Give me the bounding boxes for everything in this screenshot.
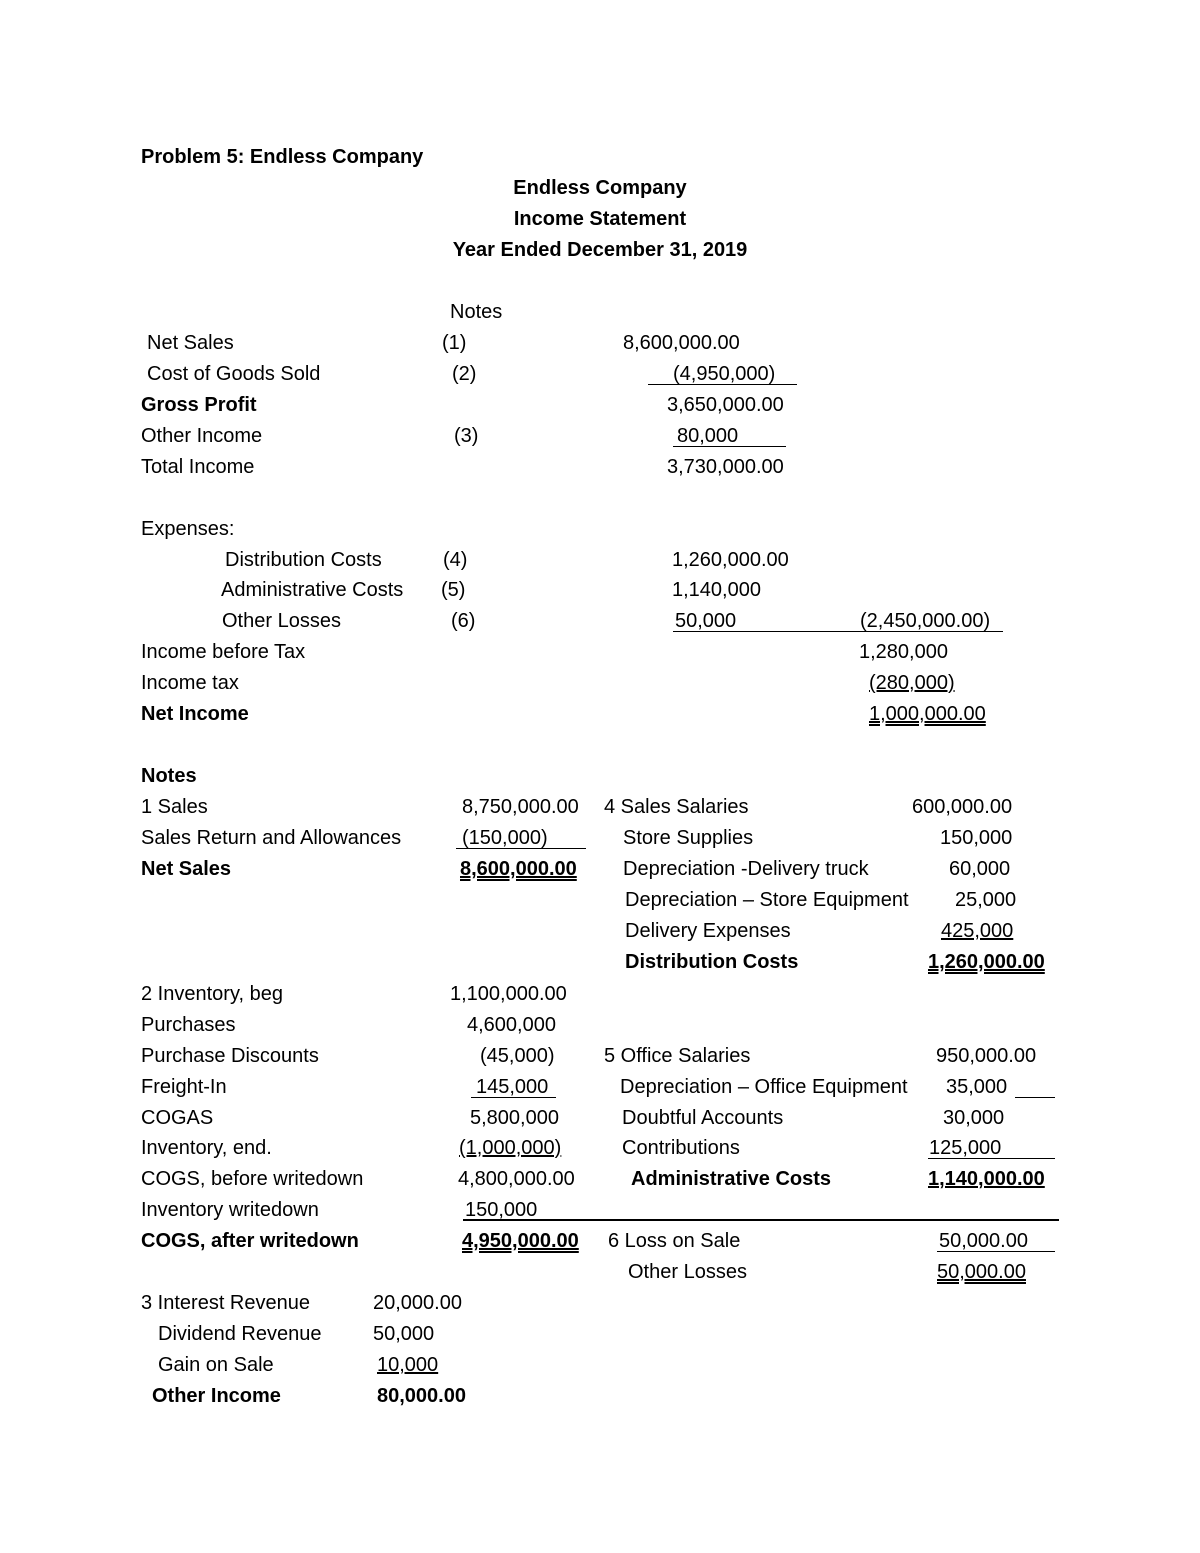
notes-column-header: Notes [450, 301, 503, 323]
note6-loss-amount: 50,000.00 [939, 1230, 1028, 1252]
total-income-amount: 3,730,000.00 [667, 456, 784, 478]
total-income-label: Total Income [141, 456, 255, 478]
income-before-tax-label: Income before Tax [141, 641, 306, 663]
note2-cogs-before-label: COGS, before writedown [141, 1168, 364, 1190]
net-income-amount: 1,000,000.00 [869, 703, 986, 725]
note3-interest-label: 3 Interest Revenue [141, 1292, 310, 1314]
note2-writedown-amount: 150,000 [465, 1199, 538, 1221]
gross-profit-amount: 3,650,000.00 [667, 394, 784, 416]
administrative-note: (5) [441, 579, 466, 601]
note4-salaries-amount: 600,000.00 [912, 796, 1013, 818]
note2-cogas-amount: 5,800,000 [470, 1107, 559, 1129]
note4-dep-store-amount: 25,000 [955, 889, 1017, 911]
cogs-note: (2) [452, 363, 477, 385]
note6-total-amount: 50,000.00 [937, 1261, 1026, 1283]
note1-net-sales-label: Net Sales [141, 858, 232, 880]
statement-name: Income Statement [513, 208, 687, 230]
note5-dep-office-underline [1015, 1097, 1055, 1098]
other-income-underline [673, 446, 786, 447]
note3-total-label: Other Income [152, 1385, 281, 1407]
note6-loss-label: 6 Loss on Sale [608, 1230, 741, 1252]
distribution-note: (4) [443, 549, 468, 571]
distribution-amount: 1,260,000.00 [672, 549, 789, 571]
income-tax-amount: (280,000) [869, 672, 955, 694]
other-income-amount: 80,000 [677, 425, 739, 447]
note3-dividend-amount: 50,000 [373, 1323, 435, 1345]
note2-discounts-amount: (45,000) [480, 1045, 555, 1067]
note2-inv-end-label: Inventory, end. [141, 1137, 272, 1159]
note3-gain-amount: 10,000 [377, 1354, 439, 1376]
note5-doubtful-label: Doubtful Accounts [622, 1107, 784, 1129]
note1-returns-underline [456, 848, 586, 849]
note2-cogs-after-amount: 4,950,000.00 [462, 1230, 579, 1252]
note5-salaries-label: 5 Office Salaries [604, 1045, 751, 1067]
note2-inv-end-amount: (1,000,000) [459, 1137, 562, 1159]
note6-loss-underline [937, 1251, 1055, 1252]
note2-inv-beg-label: 2 Inventory, beg [141, 983, 283, 1005]
note1-returns-label: Sales Return and Allowances [141, 827, 402, 849]
note2-cogas-label: COGAS [141, 1107, 214, 1129]
cogs-label: Cost of Goods Sold [147, 363, 321, 385]
note3-dividend-label: Dividend Revenue [158, 1323, 322, 1345]
note1-sales-label: 1 Sales [141, 796, 208, 818]
note2-inv-beg-amount: 1,100,000.00 [450, 983, 567, 1005]
expenses-underline [673, 631, 1003, 632]
note4-total-label: Distribution Costs [625, 951, 799, 973]
note5-total-label: Administrative Costs [631, 1168, 832, 1190]
note1-sales-amount: 8,750,000.00 [462, 796, 579, 818]
problem-title: Problem 5: Endless Company [141, 146, 424, 168]
other-losses-label: Other Losses [222, 610, 341, 632]
note4-total-amount: 1,260,000.00 [928, 951, 1045, 973]
note3-interest-amount: 20,000.00 [373, 1292, 462, 1314]
note5-contributions-amount: 125,000 [929, 1137, 1002, 1159]
note5-contributions-underline [928, 1158, 1055, 1159]
note6-total-label: Other Losses [628, 1261, 747, 1283]
net-sales-amount: 8,600,000.00 [623, 332, 740, 354]
note4-supplies-amount: 150,000 [940, 827, 1013, 849]
statement-period: Year Ended December 31, 2019 [452, 239, 748, 261]
note4-delivery-label: Delivery Expenses [625, 920, 791, 942]
income-tax-label: Income tax [141, 672, 239, 694]
note4-dep-store-label: Depreciation – Store Equipment [625, 889, 909, 911]
administrative-amount: 1,140,000 [672, 579, 761, 601]
gross-profit-label: Gross Profit [141, 394, 257, 416]
income-before-tax-amount: 1,280,000 [859, 641, 948, 663]
other-losses-amount: 50,000 [675, 610, 737, 632]
note4-delivery-amount: 425,000 [941, 920, 1014, 942]
note2-writedown-label: Inventory writedown [141, 1199, 319, 1221]
note3-gain-label: Gain on Sale [158, 1354, 274, 1376]
writedown-separator-line [463, 1219, 1059, 1221]
note5-dep-office-amount: 35,000 [946, 1076, 1008, 1098]
note2-cogs-after-label: COGS, after writedown [141, 1230, 359, 1252]
note1-returns-amount: (150,000) [462, 827, 548, 849]
other-income-note: (3) [454, 425, 479, 447]
note2-purchases-label: Purchases [141, 1014, 236, 1036]
note1-net-sales-amount: 8,600,000.00 [460, 858, 577, 880]
note4-dep-truck-label: Depreciation -Delivery truck [623, 858, 869, 880]
note5-contributions-label: Contributions [622, 1137, 740, 1159]
note5-total-amount: 1,140,000.00 [928, 1168, 1045, 1190]
other-income-label: Other Income [141, 425, 263, 447]
total-expenses-amount: (2,450,000.00) [860, 610, 991, 632]
note2-freight-underline [471, 1097, 556, 1098]
note4-dep-truck-amount: 60,000 [949, 858, 1011, 880]
note5-dep-office-label: Depreciation – Office Equipment [620, 1076, 908, 1098]
note4-supplies-label: Store Supplies [623, 827, 754, 849]
net-sales-note: (1) [442, 332, 467, 354]
notes-heading: Notes [141, 765, 197, 787]
note4-salaries-label: 4 Sales Salaries [604, 796, 749, 818]
other-losses-note: (6) [451, 610, 476, 632]
note5-doubtful-amount: 30,000 [943, 1107, 1005, 1129]
note2-discounts-label: Purchase Discounts [141, 1045, 319, 1067]
net-income-label: Net Income [141, 703, 249, 725]
note2-freight-amount: 145,000 [476, 1076, 549, 1098]
cogs-amount: (4,950,000) [673, 363, 776, 385]
note2-purchases-amount: 4,600,000 [467, 1014, 556, 1036]
cogs-underline [648, 384, 797, 385]
note2-freight-label: Freight-In [141, 1076, 227, 1098]
note3-total-amount: 80,000.00 [377, 1385, 466, 1407]
administrative-label: Administrative Costs [221, 579, 404, 601]
note2-cogs-before-amount: 4,800,000.00 [458, 1168, 575, 1190]
net-sales-label: Net Sales [147, 332, 234, 354]
note5-salaries-amount: 950,000.00 [936, 1045, 1037, 1067]
company-name: Endless Company [513, 177, 687, 199]
distribution-label: Distribution Costs [225, 549, 382, 571]
expenses-label: Expenses: [141, 518, 235, 540]
